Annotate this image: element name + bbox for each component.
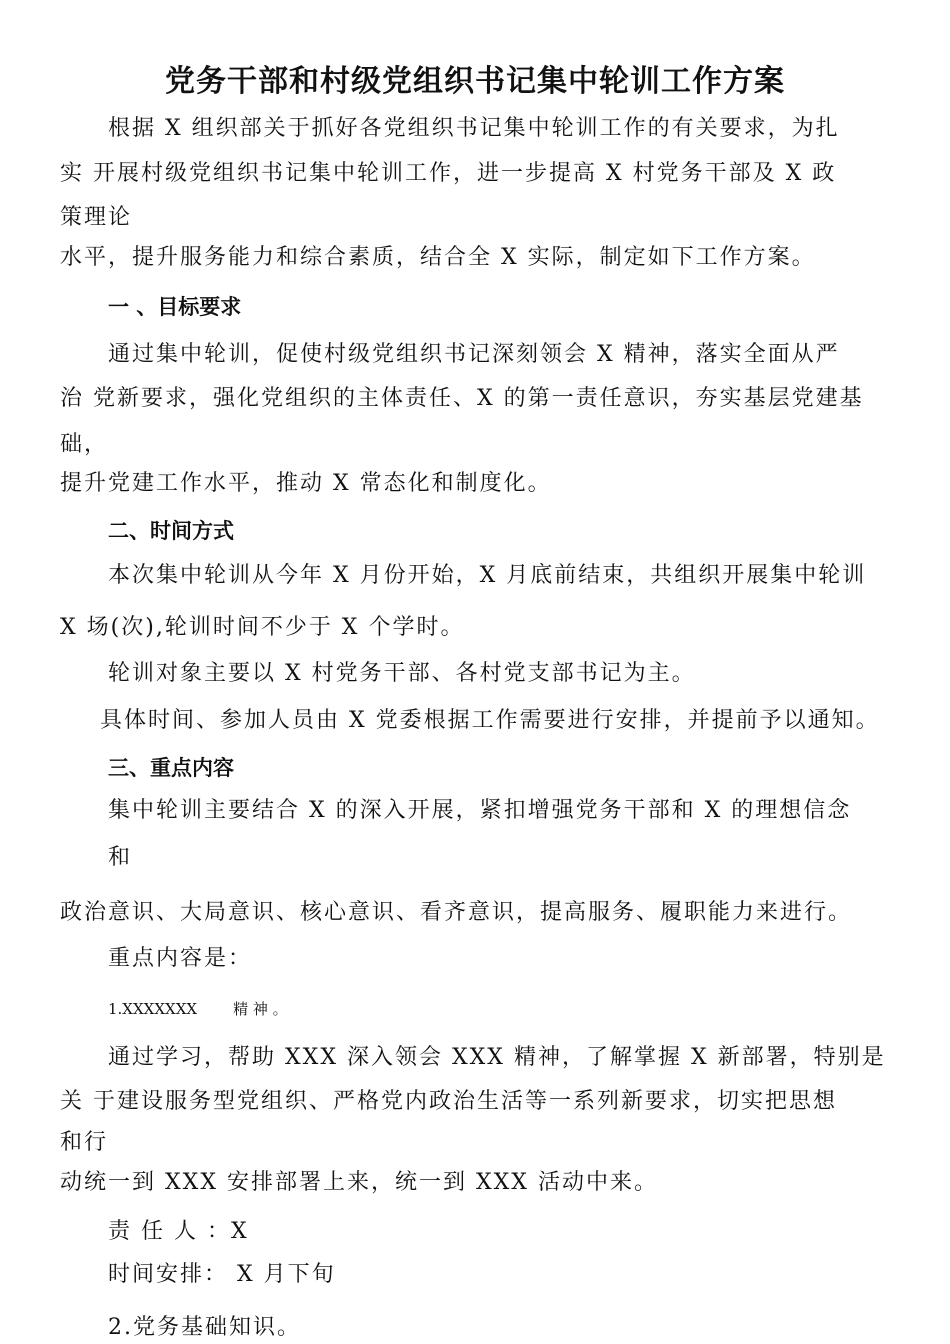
section-1-line-4: 提升党建工作水平，推动 X 常态化和制度化。 (60, 471, 552, 496)
section-1-line-3: 础， (60, 432, 109, 457)
section-3-line-2: 和 (108, 845, 133, 870)
section-2-line-1: 本次集中轮训从今年 X 月份开始，X 月底前结束，共组织开展集中轮训 (108, 563, 867, 588)
section-3-line-1: 集中轮训主要结合 X 的深入开展，紧扣增强党务干部和 X 的理想信念 (108, 798, 852, 823)
section-3-line-4: 重点内容是： (108, 946, 253, 971)
item-1-line-3: 和行 (60, 1130, 109, 1155)
item-1-responsible: 责 任 人 ：X (108, 1219, 249, 1244)
document-title: 党务干部和村级党组织书记集中轮训工作方案 (165, 64, 785, 99)
item-1-heading (108, 997, 288, 1021)
section-3-line-3: 政治意识、大局意识、核心意识、看齐意识，提高服务、履职能力来进行。 (60, 900, 853, 925)
intro-line-1: 根据 X 组织部关于抓好各党组织书记集中轮训工作的有关要求，为扎 (108, 116, 840, 141)
item-1-line-1: 通过学习，帮助 XXX 深入领会 XXX 精神，了解掌握 X 新部署，特别是 (108, 1045, 886, 1070)
intro-line-4: 水平，提升服务能力和综合素质，结合全 X 实际，制定如下工作方案。 (60, 245, 816, 270)
item-1-line-2: 关 于建设服务型党组织、严格党内政治生活等一系列新要求，切实把思想 (60, 1089, 837, 1114)
section-2-heading: 二、时间方式 (108, 519, 234, 543)
item-1-number: 1.XXXXXXX (108, 1000, 198, 1018)
section-1-line-1: 通过集中轮训，促使村级党组织书记深刻领会 X 精神，落实全面从严 (108, 342, 840, 367)
item-1-schedule: 时间安排： X 月下旬 (108, 1262, 336, 1287)
intro-line-3: 策理论 (60, 205, 133, 230)
section-2-line-2: X 场(次),轮训时间不少于 X 个学时。 (60, 615, 465, 640)
item-1-label: 精 神 。 (233, 1000, 288, 1018)
section-3-heading: 三、重点内容 (108, 756, 234, 780)
item-1-line-4: 动统一到 XXX 安排部署上来，统一到 XXX 活动中来。 (60, 1170, 658, 1195)
item-2-heading: 2.党务基础知识。 (108, 1315, 301, 1340)
intro-line-2: 实 开展村级党组织书记集中轮训工作，进一步提高 X 村党务干部及 X 政 (60, 161, 837, 186)
section-2-line-4: 具体时间、参加人员由 X 党委根据工作需要进行安排，并提前予以通知。 (100, 708, 880, 733)
section-1-line-2: 治 党新要求，强化党组织的主体责任、X 的第一责任意识，夯实基层党建基 (60, 386, 864, 411)
section-2-line-3: 轮训对象主要以 X 村党务干部、各村党支部书记为主。 (108, 661, 696, 686)
section-1-heading: 一 、目标要求 (108, 295, 242, 319)
